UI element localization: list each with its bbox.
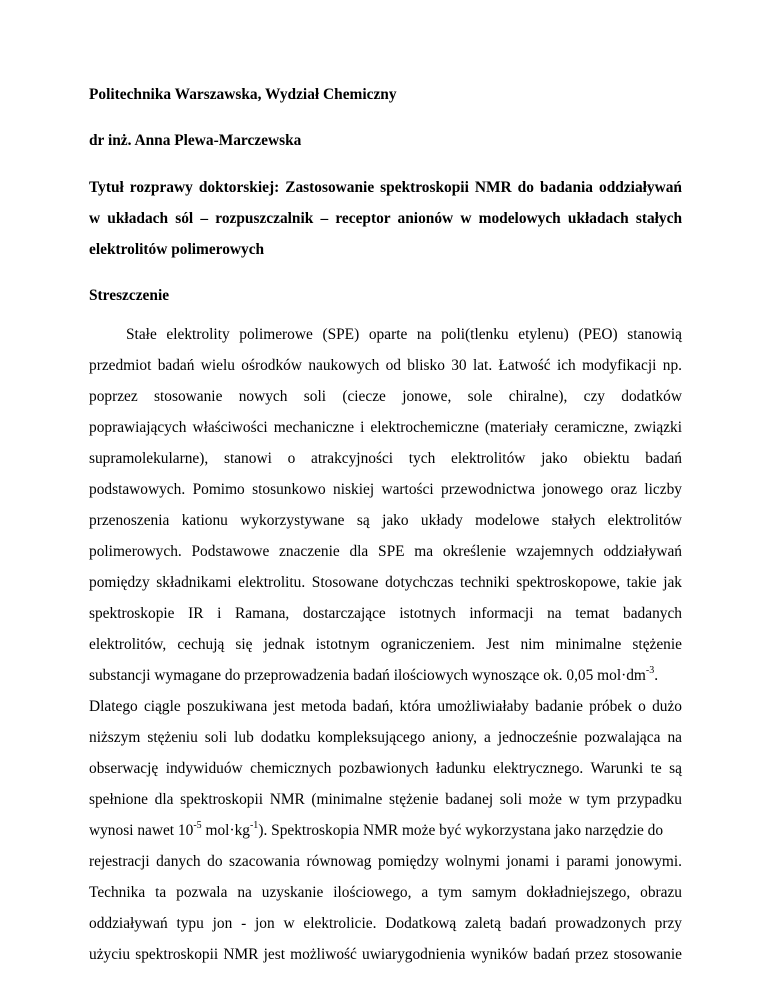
body-line: obserwację indywiduów chemicznych pozbawionych ładunku elektrycznego. Warunki te są: [89, 760, 682, 777]
section-heading: Streszczenie: [89, 287, 170, 304]
body-line: oddziaływań typu jon - jon w elektrolicie. Dodatkową zaletą badań prowadzonych przy: [89, 915, 682, 932]
body-line: poprzez stosowanie nowych soli (ciecze jonowe, sole chiralne), czy dodatków: [89, 388, 682, 405]
body-line-concentration: [89, 666, 682, 688]
body-line: niższym stężeniu soli lub dodatku kompleksującego aniony, a jednocześnie pozwalająca na: [89, 729, 682, 746]
thesis-title-line-3: elektrolitów polimerowych: [89, 241, 265, 258]
body-line: rejestracji danych do szacowania równowag pomiędzy wolnymi jonami i parami jonowymi.: [89, 853, 682, 870]
body-line: spektroskopie IR i Ramana, dostarczające istotnych informacji na temat badanych: [89, 605, 682, 622]
superscript: -3: [645, 665, 655, 676]
body-line: użyciu spektroskopii NMR jest możliwość uwiarygodnienia wyników badań przez stosowanie: [89, 946, 682, 963]
body-line: przenoszenia kationu wykorzystywane są jako układy modelowe stałych elektrolitów: [89, 512, 682, 529]
body-text: .: [654, 667, 659, 684]
institution-line: Politechnika Warszawska, Wydział Chemiczny: [89, 86, 397, 103]
body-text: wynosi nawet 10: [89, 822, 194, 839]
author-line: dr inż. Anna Plewa-Marczewska: [89, 132, 302, 149]
body-line: przedmiot badań wielu ośrodków naukowych od blisko 30 lat. Łatwość ich modyfikacji np.: [89, 357, 682, 374]
body-line: supramolekularne), stanowi o atrakcyjności tych elektrolitów jako obiektu badań: [89, 450, 682, 467]
body-line-min-concentration: [89, 821, 682, 843]
thesis-title-line-1: Tytuł rozprawy doktorskiej: Zastosowanie spektroskopii NMR do badania oddziaływań: [89, 179, 682, 196]
body-text: mol·kg: [201, 822, 250, 839]
body-line: pomiędzy składnikami elektrolitu. Stosowane dotychczas techniki spektroskopowe, takie jak: [89, 574, 682, 591]
body-line: Dlatego ciągle poszukiwana jest metoda badań, która umożliwiałaby badanie próbek o dużo: [89, 698, 682, 715]
superscript: -5: [193, 820, 202, 831]
body-line: Technika ta pozwala na uzyskanie ilościowego, a tym samym dokładniejszego, obrazu: [89, 884, 682, 901]
body-text: substancji wymagane do przeprowadzenia badań ilościowych wynoszące ok. 0,05 mol·dm: [89, 667, 646, 684]
body-line: polimerowych. Podstawowe znaczenie dla SPE ma określenie wzajemnych oddziaływań: [89, 543, 682, 560]
body-line: poprawiających właściwości mechaniczne i elektrochemiczne (materiały ceramiczne, związki: [89, 419, 682, 436]
body-line: spełnione dla spektroskopii NMR (minimalne stężenie badanej soli może w tym przypadku: [89, 791, 682, 808]
body-line: podstawowych. Pomimo stosunkowo niskiej wartości przewodnictwa jonowego oraz liczby: [89, 481, 682, 498]
body-line: Stałe elektrolity polimerowe (SPE) oparte na poli(tlenku etylenu) (PEO) stanowią: [126, 326, 682, 343]
body-line: elektrolitów, cechują się jednak istotnym ograniczeniem. Jest nim minimalne stężenie: [89, 636, 682, 653]
superscript: -1: [249, 820, 259, 831]
thesis-title-line-2: w układach sól – rozpuszczalnik – receptor anionów w modelowych układach stałych: [89, 210, 682, 227]
body-text: ). Spektroskopia NMR może być wykorzystana jako narzędzie do: [258, 822, 664, 839]
